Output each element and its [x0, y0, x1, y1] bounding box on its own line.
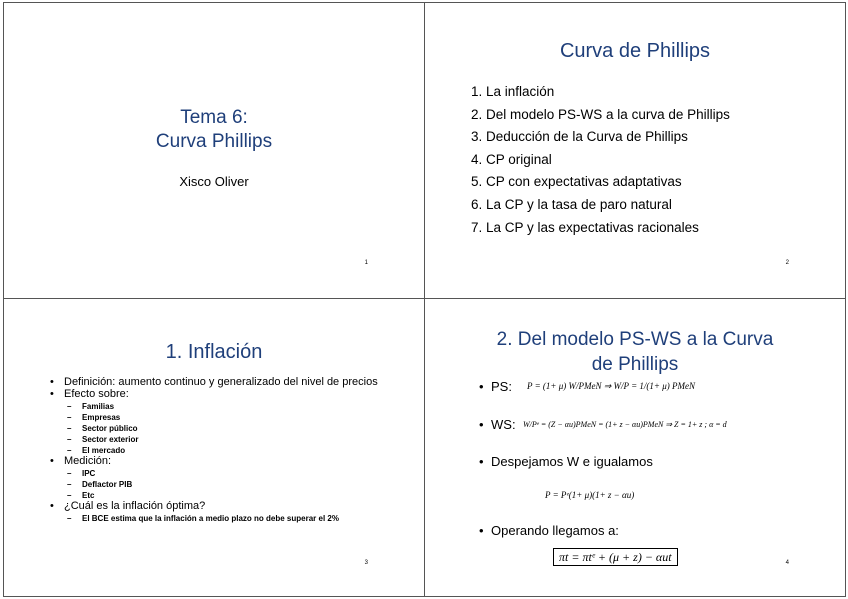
table-of-contents: [471, 81, 730, 239]
measure-bullet: • Medición:: [48, 456, 388, 467]
slide-4-title-line1: 2. Del modelo PS-WS a la Curva: [496, 329, 774, 350]
slide-2: [424, 2, 846, 299]
result-formula: πt = πtᵉ + (μ + z) − αut: [553, 548, 678, 566]
ps-formula: P = (1+ μ) W/PMeN ⇒ W/P = 1/(1+ μ) PMeN: [527, 381, 696, 391]
slide-2-title: Curva de Phillips: [559, 40, 711, 62]
effect-subitem: – El mercado: [48, 445, 388, 456]
slide-4: 2. Del modelo PS-WS a la Curva de Phillips • PS: P = (1+ μ) W/PMeN ⇒ W/P = 1/(1+ μ) PMeN • WS: W/Pᵉ = (Z − αu)PMeN = (1+ z − αu)PMeN ⇒ Z = 1+ z ; α = d • Despejamos W e igualamos P = Pᵉ(1+ μ)(1+ z − αu) • Operando llegamos a: πt = πtᵉ + (μ + z) − αut 4: [424, 298, 846, 597]
slide-4-title: [425, 327, 845, 377]
effect-bullet: • Efecto sobre:: [48, 389, 388, 400]
measure-subitem: – Etc: [48, 490, 388, 501]
toc-item: 6. La CP y la tasa de paro natural: [471, 196, 672, 212]
definition-bullet: • Definición: aumento continuo y generalizado del nivel de precios: [48, 377, 388, 388]
slide-4-page-number: 4: [785, 560, 789, 566]
slide-1-title-line1: Tema 6:: [180, 107, 248, 128]
slide-4-title-line2: de Phillips: [591, 354, 679, 375]
slide-2-page-number: 2: [785, 260, 789, 266]
question-bullet: • ¿Cuál es la inflación óptima?: [48, 501, 388, 512]
slide-1-title: [4, 106, 424, 154]
ws-formula: W/Pᵉ = (Z − αu)PMeN = (1+ z − αu)PMeN ⇒ Z = 1+ z ; α = d: [523, 420, 727, 429]
toc-item: 1. La inflación: [471, 84, 555, 99]
toc-item: 3. Deducción de la Curva de Phillips: [471, 129, 688, 145]
result-label: Operando llegamos a:: [491, 523, 619, 538]
step-label: Despejamos W e igualamos: [491, 454, 653, 469]
slide-1-page-number: 1: [364, 260, 368, 266]
slide-1: [3, 2, 425, 299]
ps-label: PS:: [491, 379, 512, 394]
effect-subitem: – Sector público: [48, 423, 388, 434]
toc-item: 5. CP con expectativas adaptativas: [471, 174, 682, 190]
result-formula-box: [553, 548, 678, 566]
ws-label: WS:: [491, 417, 516, 432]
effect-subitem: – Empresas: [48, 412, 388, 423]
toc-item: 7. La CP y las expectativas racionales: [471, 219, 699, 235]
slide-1-title-line2: Curva Phillips: [155, 131, 273, 152]
slide-3-title: 1. Inflación: [165, 341, 263, 363]
effect-subitem: – Sector exterior: [48, 434, 388, 445]
slide-1-author: Xisco Oliver: [179, 174, 249, 189]
toc-item: 2. Del modelo PS-WS a la curva de Phillips: [471, 106, 730, 122]
slide-3: [3, 298, 425, 597]
toc-item: 4. CP original: [471, 151, 552, 167]
step-formula: P = Pᵉ(1+ μ)(1+ z − αu): [545, 490, 635, 500]
measure-subitem: – Deflactor PIB: [48, 479, 388, 490]
effect-subitem: – Familias: [48, 401, 388, 412]
question-subitem: – El BCE estima que la inflación a medio plazo no debe superar el 2%: [48, 513, 388, 524]
slide-3-body: [48, 377, 388, 524]
slide-3-page-number: 3: [364, 560, 368, 566]
measure-subitem: – IPC: [48, 468, 388, 479]
